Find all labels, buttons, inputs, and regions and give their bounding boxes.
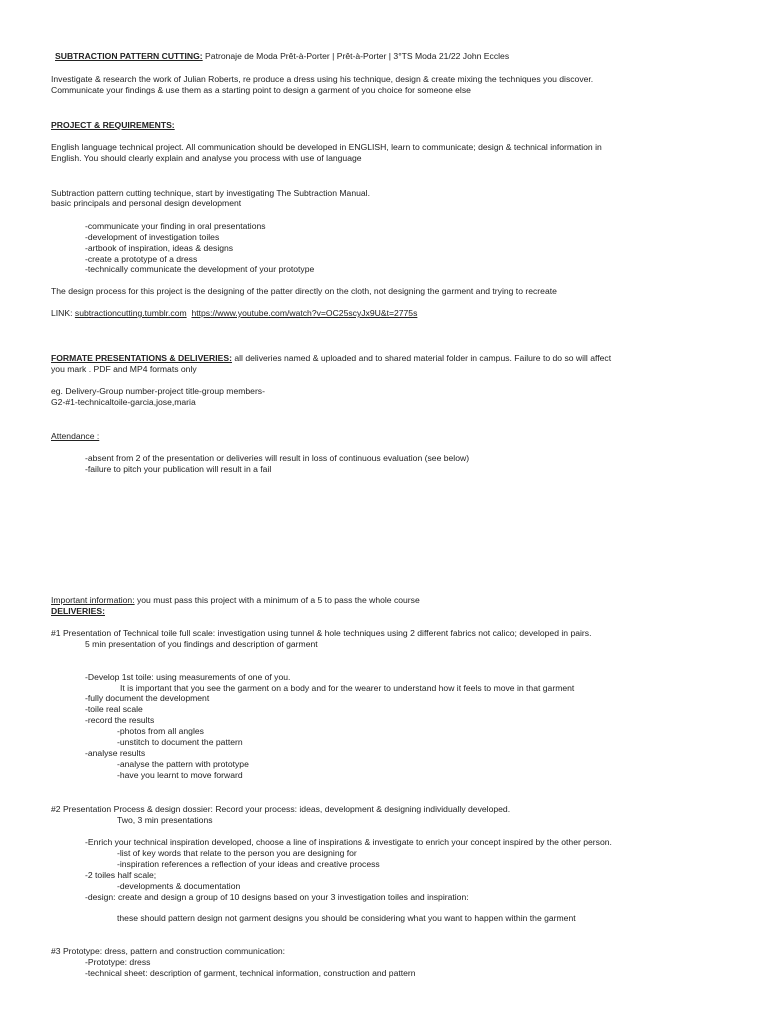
attendance-heading: Attendance :: [51, 431, 100, 441]
deliveries-heading: DELIVERIES:: [51, 606, 105, 616]
links-line: [51, 308, 417, 319]
delivery-2-title: #2 Presentation Process & design dossier: Record your process: ideas, development & designing individually developed.: [51, 804, 511, 814]
project-heading: PROJECT & REQUIREMENTS:: [51, 120, 175, 130]
technique-line: Subtraction pattern cutting technique, start by investigating The Subtraction Manual.: [51, 188, 370, 198]
delivery-1-line: -analyse the pattern with prototype: [117, 759, 249, 769]
formats-heading: FORMATE PRESENTATIONS & DELIVERIES:: [51, 353, 232, 363]
important-text: you must pass this project with a minimum of a 5 to pass the whole course: [134, 595, 420, 605]
format-example-line: G2-#1-technicaltoile-garcia,jose,maria: [51, 397, 196, 407]
requirement-item: -technically communicate the development of your prototype: [85, 264, 315, 274]
delivery-2-line: -2 toiles half scale;: [85, 870, 157, 880]
tumblr-link[interactable]: subtractioncutting.tumblr.com: [74, 308, 187, 318]
delivery-2-line: -design: create and design a group of 10 designs based on your 3 investigation toiles and inspiration:: [85, 892, 469, 902]
delivery-1-line: -record the results: [85, 715, 155, 725]
document-subtitle: Patronaje de Moda Prêt-à-Porter | Prêt-à-Porter | 3°TS Moda 21/22 John Eccles: [202, 51, 510, 61]
intro-line: Communicate your findings & use them as a starting point to design a garment of you choice for someone else: [51, 85, 471, 95]
attendance-item: -absent from 2 of the presentation or deliveries will result in loss of continuous evaluation (see below): [85, 453, 470, 463]
requirement-item: -create a prototype of a dress: [85, 254, 198, 264]
delivery-1-line: -toile real scale: [85, 704, 143, 714]
delivery-1-sub: 5 min presentation of you findings and description of garment: [85, 639, 318, 649]
document-title: SUBTRACTION PATTERN CUTTING:: [55, 51, 203, 61]
delivery-1-title: #1 Presentation of Technical toile full scale: investigation using tunnel & hole techniques using 2 different fabrics not calico; developed in pairs.: [51, 628, 592, 638]
project-paragraph-line: English. You should clearly explain and analyse you process with use of language: [51, 153, 362, 163]
link-label: LINK:: [51, 308, 75, 318]
delivery-1-line: -unstitch to document the pattern: [117, 737, 243, 747]
technique-line: basic principals and personal design development: [51, 198, 242, 208]
delivery-2-line: these should pattern design not garment designs you should be considering what you want to happen within the garment: [117, 913, 576, 923]
delivery-2-line: -Enrich your technical inspiration developed, choose a line of inspirations & investigate to enrich your concept inspired by the other person.: [85, 837, 612, 847]
process-line: The design process for this project is the designing of the patter directly on the cloth, not designing the garment and trying to recreate: [51, 286, 557, 296]
delivery-1-line: -fully document the development: [85, 693, 210, 703]
delivery-2-line: -inspiration references a reflection of your ideas and creative process: [117, 859, 380, 869]
intro-line: Investigate & research the work of Julian Roberts, re produce a dress using his technique, design & create mixing the techniques you discover.: [51, 74, 594, 84]
delivery-3-title: #3 Prototype: dress, pattern and construction communication:: [51, 946, 286, 956]
project-paragraph-line: English language technical project. All communication should be developed in ENGLISH, learn to communicate; design & technical information in: [51, 142, 602, 152]
delivery-2-line: -list of key words that relate to the person you are designing for: [117, 848, 357, 858]
youtube-link[interactable]: https://www.youtube.com/watch?v=OC25scyJx9U&t=2775s: [191, 308, 418, 318]
delivery-1-line: -have you learnt to move forward: [117, 770, 243, 780]
delivery-3-line: -technical sheet: description of garment, technical information, construction and pattern: [85, 968, 416, 978]
delivery-3-line: -Prototype: dress: [85, 957, 151, 967]
delivery-1-line: -Develop 1st toile: using measurements of one of you.: [85, 672, 291, 682]
format-example-line: eg. Delivery-Group number-project title-group members-: [51, 386, 265, 396]
formats-text-line: you mark . PDF and MP4 formats only: [51, 364, 197, 374]
important-line: [51, 595, 420, 606]
attendance-item: -failure to pitch your publication will result in a fail: [85, 464, 272, 474]
formats-line: [51, 353, 611, 364]
delivery-1-line: -analyse results: [85, 748, 146, 758]
delivery-2-sub: Two, 3 min presentations: [117, 815, 213, 825]
requirement-item: -artbook of inspiration, ideas & designs: [85, 243, 234, 253]
formats-text: all deliveries named & uploaded and to shared material folder in campus. Failure to do so will affect: [231, 353, 612, 363]
delivery-1-line: -photos from all angles: [117, 726, 204, 736]
requirement-item: -development of investigation toiles: [85, 232, 220, 242]
document-header: [55, 51, 509, 62]
requirement-item: -communicate your finding in oral presentations: [85, 221, 266, 231]
important-label: Important information:: [51, 595, 135, 605]
delivery-1-line: It is important that you see the garment on a body and for the wearer to understand how it feels to move in that garment: [120, 683, 575, 693]
delivery-2-line: -developments & documentation: [117, 881, 241, 891]
